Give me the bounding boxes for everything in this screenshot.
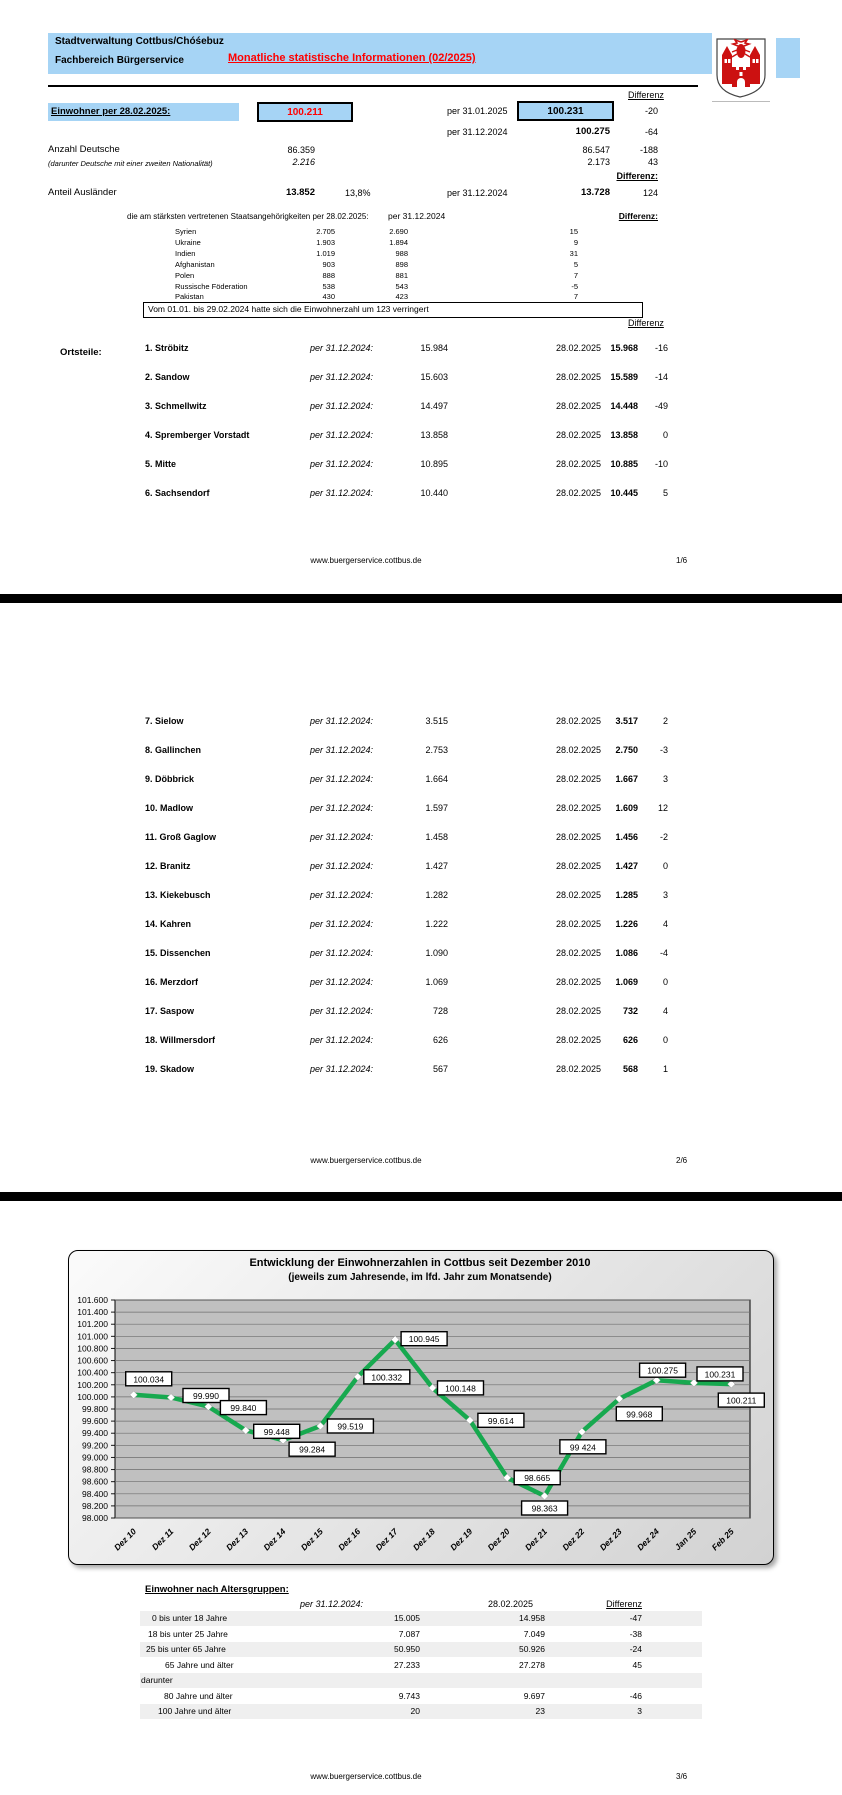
age-col-diff: Differenz bbox=[606, 1599, 642, 1609]
nationality-current: 903 bbox=[322, 259, 335, 269]
nationality-current: 1.903 bbox=[316, 237, 335, 247]
age-row-diff: -46 bbox=[629, 1690, 642, 1701]
data-label: 100.332 bbox=[371, 1372, 403, 1383]
ortsteil-per-label: per 31.12.2024: bbox=[310, 459, 374, 469]
nationality-previous: 1.894 bbox=[389, 237, 408, 247]
ortsteil-date-label: 28.02.2025 bbox=[556, 948, 602, 958]
ortsteil-date-label: 28.02.2025 bbox=[556, 745, 602, 755]
ortsteil-name: 4. Spremberger Vorstadt bbox=[145, 430, 250, 440]
ortsteil-previous: 14.497 bbox=[420, 401, 448, 411]
ortsteil-date-label: 28.02.2025 bbox=[556, 861, 602, 871]
y-tick-label: 101.600 bbox=[77, 1295, 108, 1305]
ortsteil-per-label: per 31.12.2024: bbox=[310, 977, 374, 987]
ortsteil-name: 6. Sachsendorf bbox=[145, 488, 210, 498]
ortsteil-date-label: 28.02.2025 bbox=[556, 832, 602, 842]
auslaender-diff: 124 bbox=[642, 188, 658, 198]
nationality-previous: 898 bbox=[395, 259, 408, 269]
age-col-date: 28.02.2025 bbox=[488, 1599, 534, 1609]
zweite-nat-diff: 43 bbox=[647, 157, 658, 167]
nationality-current: 1.019 bbox=[316, 248, 335, 258]
y-tick-label: 99.800 bbox=[82, 1404, 108, 1414]
data-label: 98.363 bbox=[531, 1503, 558, 1514]
ortsteil-diff: 12 bbox=[657, 803, 668, 813]
ortsteil-name: 17. Saspow bbox=[145, 1006, 195, 1016]
ortsteil-per-label: per 31.12.2024: bbox=[310, 890, 374, 900]
x-tick-label: Dez 18 bbox=[410, 1526, 437, 1553]
age-row-current: 50.926 bbox=[519, 1644, 545, 1654]
x-tick-label: Dez 22 bbox=[560, 1526, 587, 1553]
ortsteil-date-label: 28.02.2025 bbox=[556, 343, 602, 353]
ortsteil-name: 18. Willmersdorf bbox=[145, 1035, 215, 1045]
y-tick-label: 100.000 bbox=[77, 1391, 108, 1402]
age-col-prev: per 31.12.2024: bbox=[300, 1599, 364, 1609]
ortsteil-previous: 1.597 bbox=[425, 803, 448, 813]
y-tick-label: 98.800 bbox=[82, 1464, 108, 1475]
ortsteil-date-label: 28.02.2025 bbox=[556, 372, 602, 382]
zweite-nat-label: (darunter Deutsche mit einer zweiten Nationalität) bbox=[48, 159, 213, 168]
auslaender-prev-label: per 31.12.2024 bbox=[447, 188, 508, 198]
differenz-header-top: Differenz bbox=[628, 90, 664, 100]
einwohner-label: Einwohner per 28.02.2025: bbox=[48, 103, 239, 121]
ortsteil-diff: 0 bbox=[662, 861, 668, 871]
ortsteil-name: 7. Sielow bbox=[145, 716, 184, 726]
nationality-diff: 7 bbox=[573, 270, 578, 280]
ortsteil-diff: 4 bbox=[662, 919, 668, 929]
x-tick-label: Dez 24 bbox=[634, 1526, 662, 1553]
data-label: 100.148 bbox=[445, 1383, 476, 1394]
ortsteil-current: 1.427 bbox=[615, 861, 638, 871]
y-tick-label: 98.400 bbox=[82, 1488, 108, 1499]
ortsteil-previous: 10.895 bbox=[420, 459, 448, 469]
ortsteil-previous: 1.090 bbox=[425, 948, 448, 958]
x-tick-label: Dez 11 bbox=[149, 1526, 176, 1553]
ortsteil-diff: 2 bbox=[662, 716, 668, 726]
org-department: Fachbereich Bürgerservice bbox=[55, 55, 184, 66]
nationality-previous: 881 bbox=[395, 270, 408, 280]
prev-year-label: per 31.12.2024 bbox=[447, 127, 508, 137]
ortsteil-date-label: 28.02.2025 bbox=[556, 919, 602, 929]
y-tick-label: 98.000 bbox=[82, 1513, 108, 1523]
ortsteil-current: 3.517 bbox=[615, 716, 638, 726]
ortsteil-current: 1.285 bbox=[615, 890, 638, 900]
ortsteil-date-label: 28.02.2025 bbox=[556, 1006, 602, 1016]
nationality-diff: 5 bbox=[573, 259, 578, 269]
ortsteil-name: 9. Döbbrick bbox=[145, 774, 195, 784]
ortsteil-current: 15.968 bbox=[610, 343, 638, 353]
ortsteil-current: 10.885 bbox=[610, 459, 638, 469]
ortsteil-previous: 728 bbox=[432, 1006, 448, 1016]
ortsteil-diff: -10 bbox=[654, 459, 668, 469]
x-tick-label: Dez 21 bbox=[522, 1526, 549, 1553]
ortsteil-current: 15.589 bbox=[610, 372, 638, 382]
chart-subtitle: (jeweils zum Jahresende, im lfd. Jahr zum Monatsende) bbox=[288, 1272, 552, 1283]
ortsteil-current: 2.750 bbox=[615, 745, 638, 755]
footer-page-2: 2/6 bbox=[676, 1156, 688, 1165]
age-row-label: 65 Jahre und älter bbox=[165, 1659, 234, 1670]
x-tick-label: Dez 19 bbox=[448, 1526, 475, 1553]
age-row-current: 14.958 bbox=[519, 1613, 545, 1623]
ortsteil-previous: 1.458 bbox=[425, 832, 448, 842]
data-label: 100.945 bbox=[408, 1334, 440, 1345]
footer-url-2: www.buergerservice.cottbus.de bbox=[310, 1156, 422, 1165]
data-label: 99.840 bbox=[230, 1403, 257, 1414]
page-divider-2 bbox=[0, 1192, 842, 1201]
ortsteil-previous: 15.603 bbox=[420, 372, 448, 382]
ortsteil-current: 1.667 bbox=[615, 774, 638, 784]
ortsteil-previous: 1.427 bbox=[425, 861, 448, 871]
data-label: 99.448 bbox=[263, 1426, 290, 1437]
ortsteil-current: 1.226 bbox=[615, 919, 638, 929]
ortsteil-per-label: per 31.12.2024: bbox=[310, 372, 374, 382]
nationality-name: Afghanistan bbox=[175, 259, 215, 269]
data-label: 100.275 bbox=[647, 1365, 678, 1376]
ortsteil-current: 1.086 bbox=[615, 948, 638, 958]
data-label: 99.614 bbox=[487, 1415, 514, 1426]
ortsteil-date-label: 28.02.2025 bbox=[556, 459, 602, 469]
ortsteil-diff: -4 bbox=[659, 948, 668, 958]
ortsteil-per-label: per 31.12.2024: bbox=[310, 803, 374, 813]
ortsteil-current: 568 bbox=[622, 1064, 638, 1074]
y-tick-label: 99.600 bbox=[82, 1416, 108, 1427]
age-row-label: 100 Jahre und älter bbox=[158, 1706, 232, 1716]
header-band-right-block bbox=[776, 38, 800, 78]
data-label: 100.211 bbox=[726, 1395, 757, 1406]
age-row-label: darunter bbox=[141, 1675, 173, 1685]
data-label: 99.968 bbox=[626, 1409, 653, 1420]
ortsteil-per-label: per 31.12.2024: bbox=[310, 1064, 374, 1074]
ortsteil-date-label: 28.02.2025 bbox=[556, 1035, 602, 1045]
nationality-name: Russische Föderation bbox=[175, 281, 248, 291]
age-row-diff: 45 bbox=[632, 1659, 642, 1670]
x-tick-label: Dez 14 bbox=[261, 1526, 288, 1553]
ortsteil-per-label: per 31.12.2024: bbox=[310, 1035, 374, 1045]
nationality-name: Pakistan bbox=[175, 292, 204, 302]
age-row-diff: -47 bbox=[629, 1613, 642, 1623]
ortsteil-per-label: per 31.12.2024: bbox=[310, 774, 374, 784]
ortsteil-name: 19. Skadow bbox=[145, 1064, 195, 1074]
data-label: 99.284 bbox=[299, 1444, 326, 1455]
ortsteil-per-label: per 31.12.2024: bbox=[310, 401, 374, 411]
nationality-diff: 9 bbox=[573, 237, 578, 247]
y-tick-label: 100.800 bbox=[77, 1343, 108, 1354]
ortsteil-diff: 0 bbox=[662, 977, 668, 987]
age-row-diff: -24 bbox=[629, 1644, 642, 1654]
prev-year-value: 100.275 bbox=[575, 126, 610, 137]
header-rule bbox=[48, 85, 698, 87]
nationality-diff: 15 bbox=[569, 227, 578, 236]
cottbus-coat-of-arms-icon bbox=[716, 38, 766, 99]
page-divider-1 bbox=[0, 594, 842, 603]
ortsteil-per-label: per 31.12.2024: bbox=[310, 488, 374, 498]
ortsteil-name: 16. Merzdorf bbox=[145, 977, 199, 987]
ortsteil-name: 10. Madlow bbox=[145, 803, 194, 813]
ortsteil-name: 11. Groß Gaglow bbox=[145, 832, 217, 842]
y-tick-label: 100.400 bbox=[77, 1367, 108, 1378]
data-label: 99.990 bbox=[193, 1391, 219, 1401]
nationality-previous: 423 bbox=[395, 292, 408, 302]
ortsteil-name: 12. Branitz bbox=[145, 861, 191, 871]
ortsteil-date-label: 28.02.2025 bbox=[556, 774, 602, 784]
ortsteil-date-label: 28.02.2025 bbox=[556, 716, 602, 726]
ortsteil-current: 14.448 bbox=[610, 401, 638, 411]
nationality-previous: 2.690 bbox=[389, 227, 408, 236]
ortsteil-current: 626 bbox=[622, 1035, 638, 1045]
age-row-current: 7.049 bbox=[523, 1628, 545, 1639]
ortsteil-diff: 3 bbox=[662, 774, 668, 784]
ortsteil-previous: 1.069 bbox=[425, 977, 448, 987]
y-tick-label: 100.600 bbox=[77, 1355, 108, 1366]
ortsteil-previous: 2.753 bbox=[425, 745, 448, 755]
differenz-header-ortsteile: Differenz bbox=[628, 318, 664, 328]
nationality-diff: 7 bbox=[573, 292, 578, 302]
note-box: Vom 01.01. bis 29.02.2024 hatte sich die Einwohnerzahl um 123 verringert bbox=[143, 302, 643, 318]
crest-underline bbox=[712, 101, 770, 102]
ortsteil-previous: 3.515 bbox=[425, 716, 448, 726]
ortsteil-per-label: per 31.12.2024: bbox=[310, 919, 374, 929]
ortsteil-date-label: 28.02.2025 bbox=[556, 1064, 602, 1074]
age-row-current: 27.278 bbox=[519, 1659, 545, 1670]
data-label: 99 424 bbox=[569, 1442, 596, 1453]
prev-month-box: 100.231 bbox=[517, 101, 614, 121]
data-label: 100.034 bbox=[133, 1374, 165, 1385]
x-tick-label: Dez 20 bbox=[485, 1526, 512, 1553]
deutsche-prev: 86.547 bbox=[582, 145, 610, 155]
differenz-header-mid: Differenz: bbox=[616, 171, 658, 181]
ortsteil-per-label: per 31.12.2024: bbox=[310, 430, 374, 440]
ortsteil-per-label: per 31.12.2024: bbox=[310, 832, 374, 842]
nationality-name: Syrien bbox=[175, 227, 197, 236]
y-tick-label: 99.200 bbox=[82, 1440, 108, 1451]
x-tick-label: Dez 10 bbox=[111, 1526, 139, 1553]
ortsteil-previous: 1.664 bbox=[425, 774, 448, 784]
population-line-chart bbox=[68, 1250, 772, 1563]
ortsteil-per-label: per 31.12.2024: bbox=[310, 861, 374, 871]
ortsteil-diff: -49 bbox=[654, 401, 668, 411]
footer-page-3: 3/6 bbox=[676, 1772, 688, 1781]
nationality-previous: 543 bbox=[395, 281, 408, 291]
x-tick-label: Jan 25 bbox=[672, 1526, 699, 1553]
ortsteil-previous: 10.440 bbox=[420, 488, 448, 498]
footer-url-3: www.buergerservice.cottbus.de bbox=[310, 1772, 422, 1781]
ortsteil-current: 1.609 bbox=[615, 803, 638, 813]
auslaender-prev: 13.728 bbox=[580, 187, 610, 198]
ortsteil-diff: -2 bbox=[659, 832, 668, 842]
age-row-previous: 50.950 bbox=[394, 1644, 420, 1654]
age-row-diff: 3 bbox=[637, 1706, 642, 1716]
zweite-nat-value: 2.216 bbox=[292, 157, 315, 167]
nationality-name: Polen bbox=[175, 270, 195, 280]
age-row-previous: 7.087 bbox=[398, 1628, 420, 1639]
ortsteil-per-label: per 31.12.2024: bbox=[310, 1006, 374, 1016]
chart-title: Entwicklung der Einwohnerzahlen in Cottbus seit Dezember 2010 bbox=[249, 1257, 591, 1269]
ortsteil-date-label: 28.02.2025 bbox=[556, 803, 602, 813]
nationality-previous: 988 bbox=[395, 248, 408, 258]
nationality-current: 2.705 bbox=[316, 227, 335, 236]
x-tick-label: Dez 16 bbox=[336, 1526, 363, 1553]
ortsteil-current: 1.069 bbox=[615, 977, 638, 987]
age-row-diff: -38 bbox=[629, 1628, 642, 1639]
age-row-previous: 15.005 bbox=[394, 1613, 420, 1623]
age-row-previous: 20 bbox=[410, 1706, 420, 1716]
ortsteile-label: Ortsteile: bbox=[60, 347, 102, 358]
age-row-label: 0 bis unter 18 Jahre bbox=[152, 1613, 228, 1623]
nationality-current: 888 bbox=[322, 270, 335, 280]
deutsche-value: 86.359 bbox=[287, 145, 315, 155]
prev-year-diff: -64 bbox=[644, 127, 658, 137]
ortsteil-current: 10.445 bbox=[610, 488, 638, 498]
age-row-previous: 9.743 bbox=[398, 1690, 420, 1701]
age-row-previous: 27.233 bbox=[394, 1659, 420, 1670]
ortsteil-diff: 0 bbox=[662, 1035, 668, 1045]
y-tick-label: 99.000 bbox=[82, 1452, 108, 1463]
ortsteil-name: 13. Kiekebusch bbox=[145, 890, 211, 900]
ortsteil-diff: -16 bbox=[654, 343, 668, 353]
ortsteil-diff: 0 bbox=[662, 430, 668, 440]
nationalities-col-prev: per 31.12.2024 bbox=[388, 211, 446, 221]
ortsteil-previous: 626 bbox=[432, 1035, 448, 1045]
y-tick-label: 101.400 bbox=[77, 1307, 108, 1318]
deutsche-diff: -188 bbox=[639, 145, 658, 155]
x-tick-label: Dez 17 bbox=[373, 1526, 400, 1553]
auslaender-pct: 13,8% bbox=[345, 188, 371, 198]
age-row-current: 23 bbox=[535, 1706, 545, 1716]
auslaender-label: Anteil Ausländer bbox=[48, 187, 117, 198]
ortsteil-name: 1. Ströbitz bbox=[145, 343, 189, 353]
x-tick-label: Dez 13 bbox=[224, 1526, 251, 1553]
ortsteil-diff: -14 bbox=[654, 372, 668, 382]
y-tick-label: 98.200 bbox=[82, 1500, 108, 1511]
ortsteil-name: 14. Kahren bbox=[145, 919, 192, 929]
data-label: 100.231 bbox=[704, 1369, 736, 1380]
nationality-name: Ukraine bbox=[175, 237, 201, 247]
age-row-band bbox=[140, 1673, 702, 1688]
ortsteil-diff: 5 bbox=[662, 488, 668, 498]
auslaender-value: 13.852 bbox=[285, 187, 315, 198]
nationality-current: 538 bbox=[322, 281, 335, 291]
nationality-current: 430 bbox=[322, 292, 335, 302]
y-tick-label: 101.000 bbox=[77, 1331, 108, 1342]
x-tick-label: Feb 25 bbox=[709, 1526, 736, 1553]
age-row-label: 18 bis unter 25 Jahre bbox=[148, 1628, 228, 1639]
data-label: 98.665 bbox=[524, 1473, 551, 1484]
einwohner-current-box: 100.211 bbox=[257, 102, 353, 122]
y-tick-label: 101.200 bbox=[77, 1319, 108, 1330]
ortsteil-previous: 15.984 bbox=[420, 343, 448, 353]
ortsteil-date-label: 28.02.2025 bbox=[556, 977, 602, 987]
ortsteil-per-label: per 31.12.2024: bbox=[310, 948, 374, 958]
ortsteil-name: 3. Schmellwitz bbox=[145, 401, 207, 411]
nationalities-heading: die am stärksten vertretenen Staatsangehörigkeiten per 28.02.2025: bbox=[127, 212, 369, 221]
ortsteil-current: 13.858 bbox=[610, 430, 638, 440]
ortsteil-per-label: per 31.12.2024: bbox=[310, 716, 374, 726]
prev-month-diff: -20 bbox=[644, 106, 658, 116]
ortsteil-date-label: 28.02.2025 bbox=[556, 401, 602, 411]
nationality-diff: 31 bbox=[569, 248, 578, 258]
footer-url-1: www.buergerservice.cottbus.de bbox=[310, 556, 422, 565]
ortsteil-per-label: per 31.12.2024: bbox=[310, 343, 374, 353]
ortsteil-previous: 13.858 bbox=[420, 430, 448, 440]
ortsteil-previous: 1.222 bbox=[425, 919, 448, 929]
ortsteil-name: 5. Mitte bbox=[145, 459, 177, 469]
ortsteil-per-label: per 31.12.2024: bbox=[310, 745, 374, 755]
age-row-label: 80 Jahre und älter bbox=[164, 1690, 233, 1701]
data-label: 99.519 bbox=[337, 1421, 364, 1432]
zweite-nat-prev: 2.173 bbox=[587, 157, 610, 167]
age-row-current: 9.697 bbox=[523, 1690, 545, 1701]
x-tick-label: Dez 15 bbox=[298, 1526, 325, 1553]
nationalities-col-diff: Differenz: bbox=[618, 211, 658, 221]
y-tick-label: 100.200 bbox=[77, 1379, 108, 1390]
x-tick-label: Dez 23 bbox=[597, 1526, 624, 1553]
nationality-name: Indien bbox=[175, 248, 196, 258]
age-groups-heading: Einwohner nach Altersgruppen: bbox=[145, 1584, 289, 1595]
ortsteil-current: 732 bbox=[622, 1006, 638, 1016]
footer-page-1: 1/6 bbox=[676, 556, 688, 565]
ortsteil-diff: 4 bbox=[662, 1006, 668, 1016]
ortsteil-current: 1.456 bbox=[615, 832, 638, 842]
ortsteil-previous: 1.282 bbox=[425, 890, 448, 900]
org-name: Stadtverwaltung Cottbus/Chóśebuz bbox=[55, 36, 224, 47]
deutsche-label: Anzahl Deutsche bbox=[48, 144, 120, 155]
ortsteil-diff: 1 bbox=[662, 1064, 668, 1074]
age-row-label: 25 bis unter 65 Jahre bbox=[146, 1644, 226, 1654]
ortsteil-name: 8. Gallinchen bbox=[145, 745, 202, 755]
prev-month-label: per 31.01.2025 bbox=[447, 106, 508, 116]
ortsteil-diff: -3 bbox=[659, 745, 668, 755]
nationality-diff: -5 bbox=[571, 281, 578, 291]
ortsteil-date-label: 28.02.2025 bbox=[556, 488, 602, 498]
ortsteil-name: 2. Sandow bbox=[145, 372, 190, 382]
ortsteil-name: 15. Dissenchen bbox=[145, 948, 211, 958]
ortsteil-date-label: 28.02.2025 bbox=[556, 430, 602, 440]
ortsteil-date-label: 28.02.2025 bbox=[556, 890, 602, 900]
page-title: Monatliche statistische Informationen (02/2025) bbox=[228, 52, 476, 64]
x-tick-label: Dez 12 bbox=[186, 1526, 213, 1553]
ortsteil-diff: 3 bbox=[662, 890, 668, 900]
y-tick-label: 98.600 bbox=[82, 1476, 108, 1487]
y-tick-label: 99.400 bbox=[82, 1428, 108, 1439]
ortsteil-previous: 567 bbox=[432, 1064, 448, 1074]
